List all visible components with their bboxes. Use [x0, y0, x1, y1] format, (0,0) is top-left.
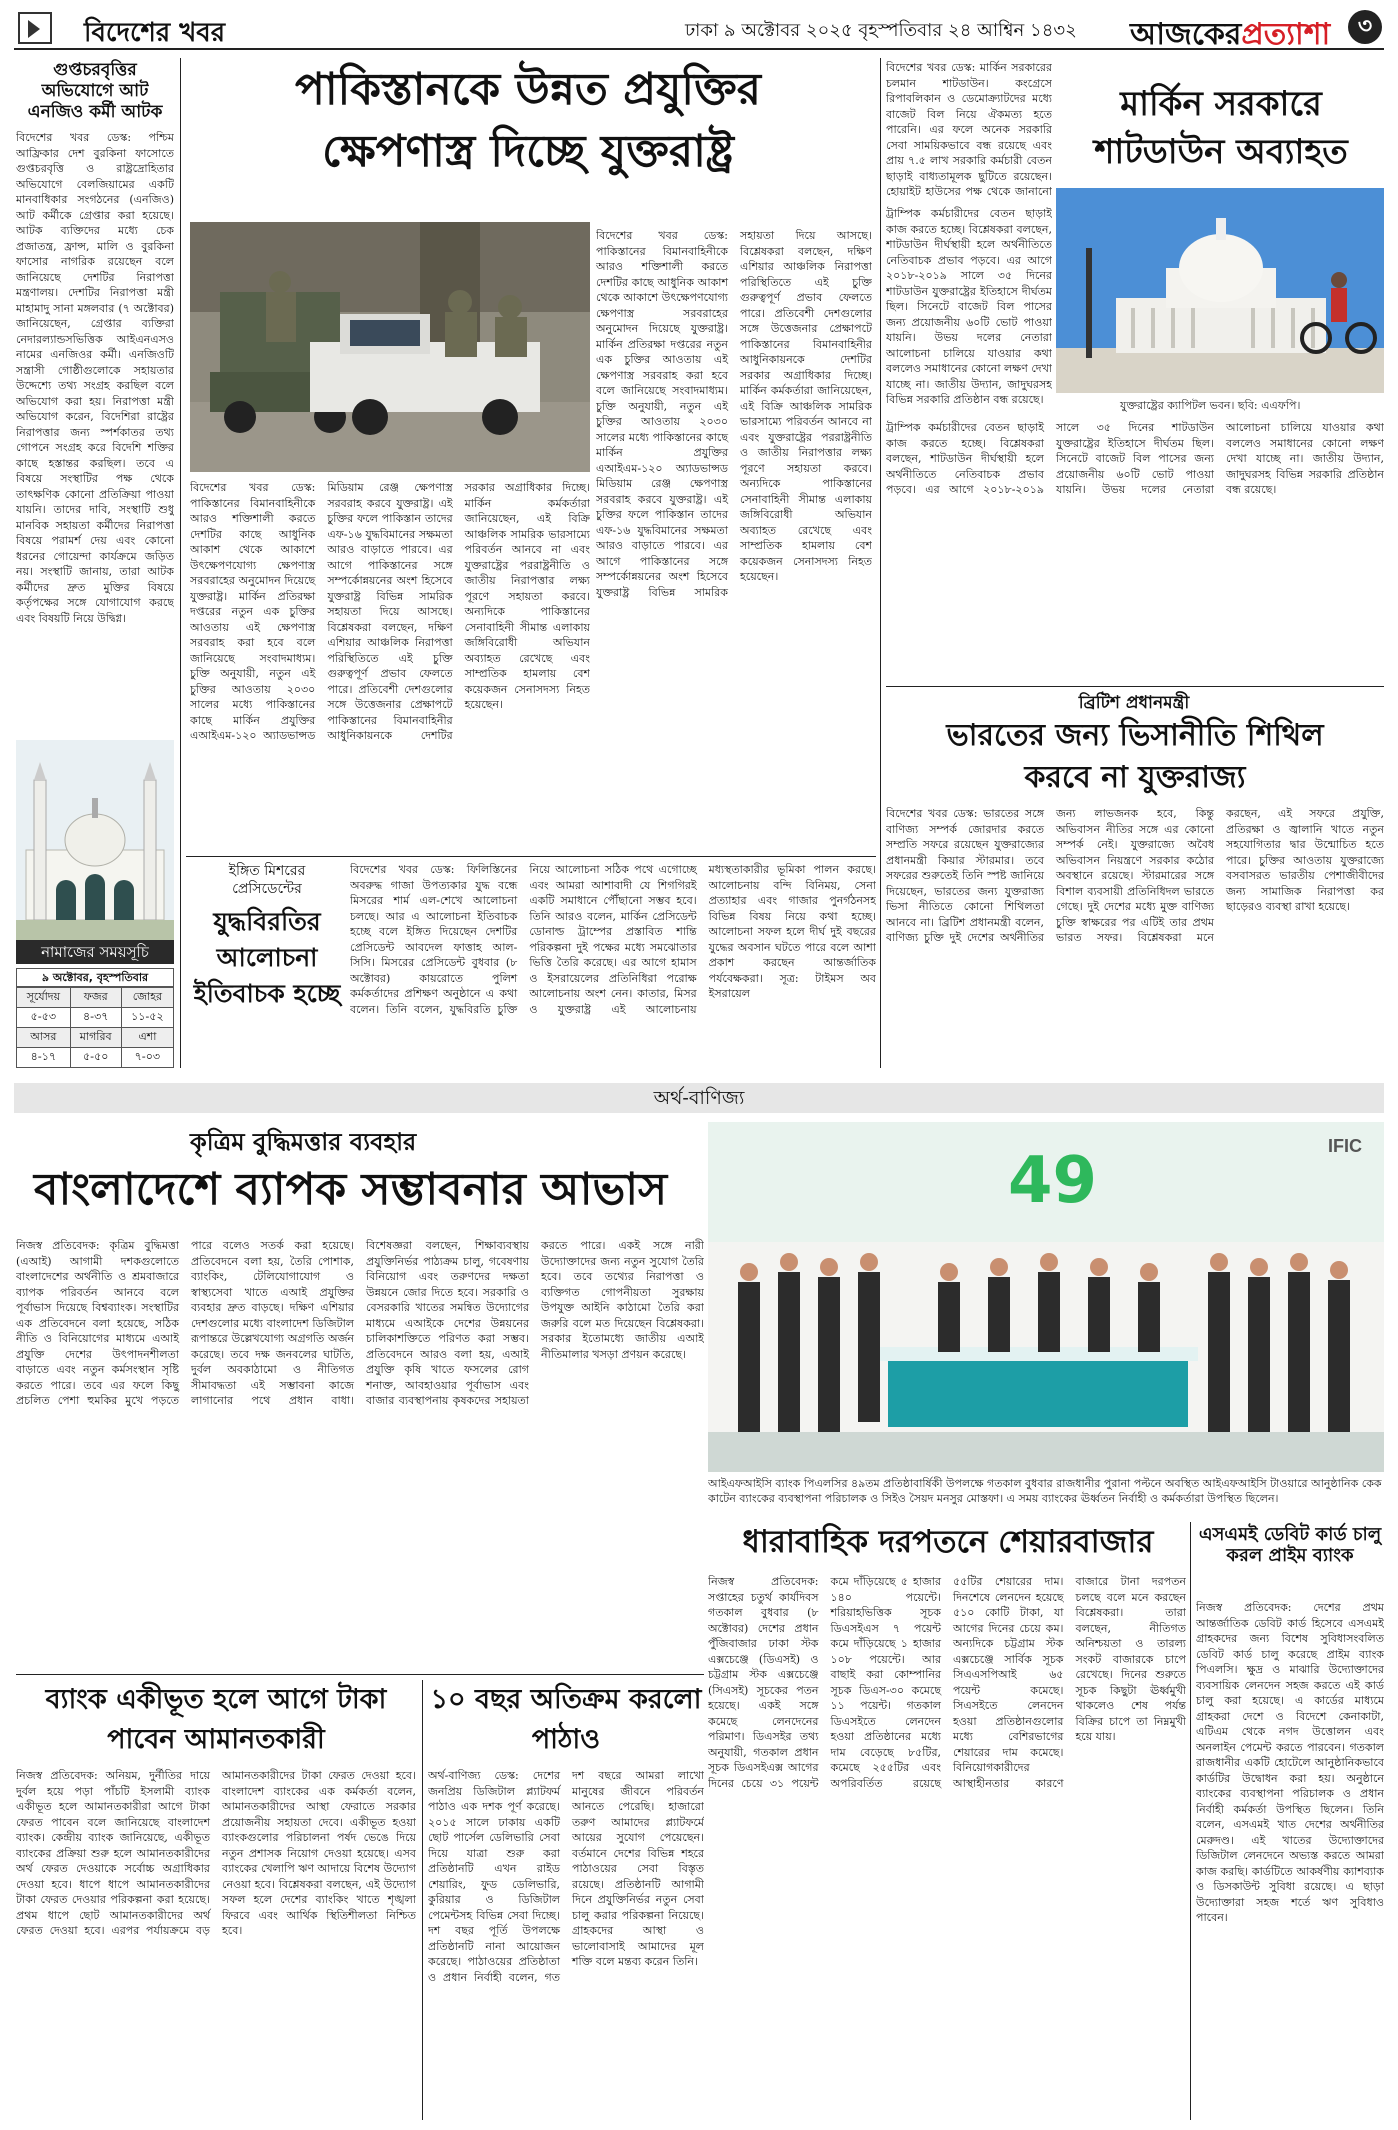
section-title: বিদেশের খবর [84, 18, 226, 48]
prayer-cell: ৪-১৭ [17, 1048, 71, 1068]
egypt-headline: যুদ্ধবিরতির আলোচনা ইতিবাচক হচ্ছে [193, 907, 341, 1008]
sme-headline: এসএমই ডেবিট কার্ড চালু করল প্রাইম ব্যাংক [1198, 1524, 1382, 1567]
ai-body: নিজস্ব প্রতিবেদক: কৃত্রিম বুদ্ধিমত্তা (এআই) আগামী দশকগুলোতে বাংলাদেশের অর্থনীতি ও শ্রমবাজারে ব্যাপক পরিবর্তন আনবে বলে পূর্বাভাস দিয়েছে বিশ্বব্যাংক। সংস্থাটির এক প্রতিবেদনে বলা হয়েছে, সঠিক নীতি ও বিনিয়োগের মাধ্যমে এআই প্রযুক্তি দেশের উৎপাদনশীলতা বাড়াতে এবং নতুন কর্মসংস্থান সৃষ্টি করতে পারে। তবে এর ফলে কিছু প্রচলিত পেশা হুমকির মুখে পড়তে পারে বলেও সতর্ক করা হয়েছে। প্রতিবেদনে বলা হয়, তৈরি পোশাক, ব্যাংকিং, টেলিযোগাযোগ ও স্বাস্থ্যসেবা খাতে এআই প্রযুক্তির ব্যবহার দ্রুত বাড়ছে। দক্ষিণ এশিয়ার দেশগুলোর মধ্যে বাংলাদেশ ডিজিটাল রূপান্তরে উল্লেখযোগ্য অগ্রগতি অর্জন করেছে। তবে দক্ষ জনবলের ঘাটতি, দুর্বল অবকাঠামো ও নীতিগত সীমাবদ্ধতা এই সম্ভাবনা কাজে লাগানোর পথে প্রধান বাধা। বিশেষজ্ঞরা বলছেন, শিক্ষাব্যবস্থায় প্রযুক্তিনির্ভর পাঠ্যক্রম চালু, গবেষণায় বিনিয়োগ এবং তরুণদের দক্ষতা উন্নয়নে জোর দিতে হবে। সরকারি ও বেসরকারি খাতের সমন্বিত উদ্যোগের মাধ্যমে এআইকে দেশের উন্নয়নের চালিকাশক্তিতে পরিণত করা সম্ভব। প্রতিবেদনে আরও বলা হয়, এআই প্রযুক্তি কৃষি খাতে ফসলের রোগ শনাক্ত, আবহাওয়ার পূর্বাভাস এবং বাজার ব্যবস্থাপনায় কৃষকদের সহায়তা করতে পারে। একই সঙ্গে নারী উদ্যোক্তাদের জন্য নতুন সুযোগ তৈরি হবে। তবে তথ্যের নিরাপত্তা ও ব্যক্তিগত গোপনীয়তা সুরক্ষায় উপযুক্ত আইনি কাঠামো তৈরি করা জরুরি বলে মত দিয়েছেন বিশ্লেষকরা। সরকার ইতোমধ্যে জাতীয় এআই নীতিমালার খসড়া প্রণয়ন করেছে। [16, 1239, 704, 1407]
prayer-cell: জোহর [121, 988, 173, 1008]
prayer-cell: ৫-৫০ [70, 1048, 121, 1068]
prayer-date: ৯ অক্টোবর, বৃহস্পতিবার [16, 968, 174, 987]
left-body: বিদেশের খবর ডেস্ক: পশ্চিম আফ্রিকার দেশ বুরকিনা ফাসোতে গুপ্তচরবৃত্তি ও রাষ্ট্রদ্রোহিতার অভিযোগে বেলজিয়ামের একটি মানবাধিকার সংগঠনের (এনজিও) আট কর্মীকে গ্রেপ্তার করা হয়েছে। আটক ব্যক্তিদের মধ্যে চেক প্রজাতন্ত্র, ফ্রান্স, মালি ও বুরকিনা ফাসোর নাগরিক রয়েছেন বলে জানিয়েছে দেশটির নিরাপত্তা মন্ত্রণালয়। দেশটির নিরাপত্তা মন্ত্রী মাহামাদু সানা মঙ্গলবার (৭ অক্টোবর) জানিয়েছেন, গ্রেপ্তার ব্যক্তিরা নেদারল্যান্ডসভিত্তিক আইএনএসও নামের এনজিওর কর্মী। এনজিওটি সন্ত্রাসী গোষ্ঠীগুলোকে সহায়তার উদ্দেশ্যে তথ্য সংগ্রহ করছিল বলে অভিযোগ করা হয়। নিরাপত্তা মন্ত্রী অভিযোগ করেন, বিদেশিরা রাষ্ট্রের নিরাপত্তার জন্য স্পর্শকাতর তথ্য গোপনে সংগ্রহ করে বিদেশি শক্তির কাছে হস্তান্তর করছিল। তবে এ বিষয়ে সংস্থাটির পক্ষ থেকে তাৎক্ষণিক কোনো প্রতিক্রিয়া পাওয়া যায়নি। তাদের দাবি, সংস্থাটি শুধু মানবিক সহায়তা কর্মীদের নিরাপত্তা বিষয়ে পরামর্শ দেয় এবং কোনো ধরনের গোয়েন্দা কার্যক্রমে জড়িত নয়। সংস্থাটি জানায়, তারা আটক কর্মীদের দ্রুত মুক্তির বিষয়ে কর্তৃপক্ষের সঙ্গে যোগাযোগ করছে এবং বিষয়টি নিয়ে উদ্বিগ্ন। [16, 131, 174, 625]
visa-kicker: ব্রিটিশ প্রধানমন্ত্রী [1078, 693, 1190, 713]
ific-logo: IFIC [1328, 1136, 1362, 1156]
stocks-body: নিজস্ব প্রতিবেদক: সপ্তাহের চতুর্থ কার্যদিবস গতকাল বুধবার (৮ অক্টোবর) দেশের প্রধান পুঁজিবাজার ঢাকা স্টক এক্সচেঞ্জে (ডিএসই) ও চট্টগ্রাম স্টক এক্সচেঞ্জে (সিএসই) সূচকের পতন হয়েছে। একই সঙ্গে কমেছে লেনদেনের পরিমাণ। ডিএসইর তথ্য অনুযায়ী, গতকাল প্রধান সূচক ডিএসইএক্স আগের দিনের চেয়ে ৩১ পয়েন্ট কমে দাঁড়িয়েছে ৫ হাজার ১৪০ পয়েন্টে। শরিয়াহভিত্তিক সূচক ডিএসইএস ৭ পয়েন্ট কমে দাঁড়িয়েছে ১ হাজার ১০৮ পয়েন্টে। আর বাছাই করা কোম্পানির সূচক ডিএস-৩০ কমেছে ১১ পয়েন্ট। গতকাল ডিএসইতে লেনদেন হওয়া প্রতিষ্ঠানের মধ্যে দাম বেড়েছে ৮৫টির, কমেছে ২৫৫টির এবং অপরিবর্তিত রয়েছে ৫৫টির শেয়ারের দাম। দিনশেষে লেনদেন হয়েছে ৫১০ কোটি টাকা, যা আগের দিনের চেয়ে কম। অন্যদিকে চট্টগ্রাম স্টক এক্সচেঞ্জে সার্বিক সূচক সিএএসপিআই ৬৫ পয়েন্ট কমেছে। সিএসইতে লেনদেন হওয়া প্রতিষ্ঠানগুলোর মধ্যে বেশিরভাগের শেয়ারের দাম কমেছে। বিনিয়োগকারীদের আস্থাহীনতার কারণে বাজারে টানা দরপতন চলছে বলে মনে করছেন বিশ্লেষকরা। তারা বলছেন, নীতিগত অনিশ্চয়তা ও তারল্য সংকট বাজারকে চাপে রেখেছে। দিনের শুরুতে সূচক কিছুটা ঊর্ধ্বমুখী থাকলেও শেষ পর্যন্ত বিক্রির চাপে তা নিম্নমুখী হয়ে যায়। [708, 1575, 1186, 1790]
story-divider [886, 686, 1384, 687]
visa-headline-line1: ভারতের জন্য ভিসানীতি শিথিল [946, 718, 1324, 753]
lead-photo [190, 222, 590, 472]
prayer-cell: ৭-০৩ [121, 1048, 173, 1068]
shutdown-body-mid: ট্রাম্পিক কর্মচারীদের বেতন ছাড়াই কাজ করতে হচ্ছে। বিশ্লেষকরা বলছেন, শাটডাউন দীর্ঘস্থায়ী হলে অর্থনীতিতে নেতিবাচক প্রভাব পড়বে। এর আগে ২০১৮-২০১৯ সালে ৩৫ দিনের শাটডাউন যুক্তরাষ্ট্রের ইতিহাসে দীর্ঘতম ছিল। সিনেটে বাজেট বিল পাসের জন্য প্রয়োজনীয় ৬০টি ভোট পাওয়া যায়নি। উভয় দলের নেতারা আলোচনা চালিয়ে যাওয়ার কথা বললেও সমাধানের কোনো লক্ষণ দেখা যাচ্ছে না। জাতীয় উদ্যান, জাদুঘরসহ বিভিন্ন সরকারি প্রতিষ্ঠান বন্ধ রয়েছে। [886, 207, 1052, 406]
column-divider [880, 58, 881, 1068]
ai-kicker: কৃত্রিম বুদ্ধিমত্তার ব্যবহার [190, 1127, 417, 1156]
lead-body-right: বিদেশের খবর ডেস্ক: পাকিস্তানের বিমানবাহিনীকে আরও শক্তিশালী করতে দেশটির কাছে আধুনিক আকাশ থেকে আকাশে উৎক্ষেপণযোগ্য ক্ষেপণাস্ত্র সরবরাহের অনুমোদন দিয়েছে যুক্তরাষ্ট্র। মার্কিন প্রতিরক্ষা দপ্তরের নতুন এক চুক্তির আওতায় এই ক্ষেপণাস্ত্র সরবরাহ করা হবে বলে জানিয়েছে সংবাদমাধ্যম। চুক্তি অনুযায়ী, নতুন এই চুক্তির আওতায় ২০৩০ সালের মধ্যে পাকিস্তানের কাছে মার্কিন প্রযুক্তির এআইএম-১২০ অ্যাডভান্সড মিডিয়াম রেঞ্জ ক্ষেপণাস্ত্র সরবরাহ করবে যুক্তরাষ্ট্র। এই চুক্তির ফলে পাকিস্তান তাদের এফ-১৬ যুদ্ধবিমানের সক্ষমতা আরও বাড়াতে পারবে। এর আগে পাকিস্তানের সঙ্গে সম্পর্কোন্নয়নের অংশ হিসেবে যুক্তরাষ্ট্র বিভিন্ন সামরিক সহায়তা দিয়ে আসছে। বিশ্লেষকরা বলছেন, দক্ষিণ এশিয়ার আঞ্চলিক নিরাপত্তা পরিস্থিতিতে এই চুক্তি গুরুত্বপূর্ণ প্রভাব ফেলতে পারে। প্রতিবেশী দেশগুলোর সঙ্গে উত্তেজনার প্রেক্ষাপটে পাকিস্তানের বিমানবাহিনীর আধুনিকায়নকে দেশটির সরকার অগ্রাধিকার দিচ্ছে। মার্কিন কর্মকর্তারা জানিয়েছেন, এই বিক্রি আঞ্চলিক সামরিক ভারসাম্যে পরিবর্তন আনবে না এবং যুক্তরাষ্ট্রের পররাষ্ট্রনীতি ও জাতীয় নিরাপত্তার লক্ষ্য পূরণে সহায়তা করবে। অন্যদিকে পাকিস্তানের সেনাবাহিনী সীমান্ত এলাকায় জঙ্গিবিরোধী অভিযান অব্যাহত রেখেছে এবং সাম্প্রতিক হামলায় বেশ কয়েকজন সেনাসদস্য নিহত হয়েছেন। [596, 229, 872, 599]
prayer-cell: এশা [121, 1028, 173, 1048]
prayer-title: নামাজের সময়সূচি [16, 940, 174, 964]
prayer-grid [16, 987, 174, 1068]
celebration-group-icon [708, 1122, 1384, 1472]
ific-anniversary-photo [708, 1122, 1384, 1472]
stocks-headline: ধারাবাহিক দরপতনে শেয়ারবাজার [742, 1524, 1154, 1560]
svg-text:49: 49 [1008, 1144, 1098, 1218]
lead-headline-line1: পাকিস্তানকে উন্নত প্রযুক্তির [295, 64, 761, 115]
visa-body: বিদেশের খবর ডেস্ক: ভারতের সঙ্গে বাণিজ্য সম্পর্ক জোরদার করতে সম্প্রতি সফরে রয়েছেন যুক্তরাজ্যের প্রধানমন্ত্রী কিয়ার স্টারমার। তবে সফরের শুরুতেই তিনি স্পষ্ট জানিয়ে দিয়েছেন, ভারতের জন্য যুক্তরাজ্য ভিসা নীতিতে কোনো শিথিলতা আনবে না। ব্রিটিশ প্রধানমন্ত্রী বলেন, বাণিজ্য চুক্তি দুই দেশের অর্থনীতির জন্য লাভজনক হবে, কিন্তু অভিবাসন নীতির সঙ্গে এর কোনো সম্পর্ক নেই। যুক্তরাজ্যে অবৈধ অভিবাসন নিয়ন্ত্রণে সরকার কঠোর অবস্থানে রয়েছে। স্টারমারের সঙ্গে বিশাল ব্যবসায়ী প্রতিনিধিদল ভারতে গেছে। দুই দেশের মধ্যে মুক্ত বাণিজ্য চুক্তি স্বাক্ষরের পর এটিই তার প্রথম ভারত সফর। বিশ্লেষকরা মনে করছেন, এই সফরে প্রযুক্তি, প্রতিরক্ষা ও জ্বালানি খাতে নতুন সহযোগিতার দ্বার উন্মোচিত হতে পারে। চুক্তির আওতায় যুক্তরাজ্যে বসবাসরত ভারতীয় পেশাজীবীদের জন্য সামাজিক নিরাপত্তা কর ছাড়েরও ব্যবস্থা রাখা হয়েছে। [886, 807, 1384, 944]
prayer-cell: ফজর [70, 988, 121, 1008]
merger-body: নিজস্ব প্রতিবেদক: অনিয়ম, দুর্নীতির দায়ে দুর্বল হয়ে পড়া পাঁচটি ইসলামী ব্যাংক একীভূত হলে আমানতকারীরা আগে টাকা ফেরত পাবেন বলে জানিয়েছে বাংলাদেশ ব্যাংক। কেন্দ্রীয় ব্যাংক জানিয়েছে, একীভূত ব্যাংকের প্রক্রিয়া শুরু হলে আমানতকারীদের অর্থ ফেরত দেওয়াকে সর্বোচ্চ অগ্রাধিকার দেওয়া হবে। ধাপে ধাপে আমানতকারীদের টাকা ফেরত দেওয়ার পরিকল্পনা করা হয়েছে। প্রথম ধাপে ছোট আমানতকারীদের অর্থ ফেরত দেওয়া হবে। এরপর পর্যায়ক্রমে বড় আমানতকারীদের টাকা ফেরত দেওয়া হবে। বাংলাদেশ ব্যাংকের এক কর্মকর্তা বলেন, আমানতকারীদের আস্থা ফেরাতে সরকার প্রয়োজনীয় সহায়তা দেবে। একীভূত হওয়া ব্যাংকগুলোর পরিচালনা পর্ষদ ভেঙে দিয়ে নতুন প্রশাসক নিয়োগ দেওয়া হয়েছে। এসব ব্যাংকের খেলাপি ঋণ আদায়ে বিশেষ উদ্যোগ নেওয়া হবে। বিশ্লেষকরা বলছেন, এই উদ্যোগ সফল হলে দেশের ব্যাংকিং খাতে শৃঙ্খলা ফিরবে এবং আর্থিক স্থিতিশীলতা নিশ্চিত হবে। [16, 1769, 416, 1937]
story-divider [186, 856, 876, 857]
lead-body-bottom: বিদেশের খবর ডেস্ক: পাকিস্তানের বিমানবাহিনীকে আরও শক্তিশালী করতে দেশটির কাছে আধুনিক আকাশ থেকে আকাশে উৎক্ষেপণযোগ্য ক্ষেপণাস্ত্র সরবরাহের অনুমোদন দিয়েছে যুক্তরাষ্ট্র। মার্কিন প্রতিরক্ষা দপ্তরের নতুন এক চুক্তির আওতায় এই ক্ষেপণাস্ত্র সরবরাহ করা হবে বলে জানিয়েছে সংবাদমাধ্যম। চুক্তি অনুযায়ী, নতুন এই চুক্তির আওতায় ২০৩০ সালের মধ্যে পাকিস্তানের কাছে মার্কিন প্রযুক্তির এআইএম-১২০ অ্যাডভান্সড মিডিয়াম রেঞ্জ ক্ষেপণাস্ত্র সরবরাহ করবে যুক্তরাষ্ট্র। এই চুক্তির ফলে পাকিস্তান তাদের এফ-১৬ যুদ্ধবিমানের সক্ষমতা আরও বাড়াতে পারবে। এর আগে পাকিস্তানের সঙ্গে সম্পর্কোন্নয়নের অংশ হিসেবে যুক্তরাষ্ট্র বিভিন্ন সামরিক সহায়তা দিয়ে আসছে। বিশ্লেষকরা বলছেন, দক্ষিণ এশিয়ার আঞ্চলিক নিরাপত্তা পরিস্থিতিতে এই চুক্তি গুরুত্বপূর্ণ প্রভাব ফেলতে পারে। প্রতিবেশী দেশগুলোর সঙ্গে উত্তেজনার প্রেক্ষাপটে পাকিস্তানের বিমানবাহিনীর আধুনিকায়নকে দেশটির সরকার অগ্রাধিকার দিচ্ছে। মার্কিন কর্মকর্তারা জানিয়েছেন, এই বিক্রি আঞ্চলিক সামরিক ভারসাম্যে পরিবর্তন আনবে না এবং যুক্তরাষ্ট্রের পররাষ্ট্রনীতি ও জাতীয় নিরাপত্তার লক্ষ্য পূরণে সহায়তা করবে। অন্যদিকে পাকিস্তানের সেনাবাহিনী সীমান্ত এলাকায় জঙ্গিবিরোধী অভিযান অব্যাহত রেখেছে এবং সাম্প্রতিক হামলায় বেশ কয়েকজন সেনাসদস্য নিহত হয়েছেন। [190, 481, 590, 742]
merger-headline: ব্যাংক একীভূত হলে আগে টাকা পাবেন আমানতকারী [45, 1684, 387, 1755]
egypt-kicker: ইঙ্গিত মিশরের প্রেসিডেন্টের [228, 863, 306, 897]
prayer-cell: ৪-৩৭ [70, 1008, 121, 1028]
shutdown-headline-line2: শাটডাউন অব্যাহত [1094, 132, 1348, 172]
column-divider [422, 1680, 423, 2120]
brand-logo [1130, 10, 1330, 61]
prayer-cell: ৫-৫৩ [17, 1008, 71, 1028]
ific-caption: আইএফআইসি ব্যাংক পিএলসির ৪৯তম প্রতিষ্ঠাবার্ষিকী উপলক্ষে গতকাল বুধবার রাজধানীর পুরানা পল্টনে অবস্থিত আইএফআইসি টাওয়ারে আনুষ্ঠানিক কেক কাটেন ব্যাংকের ব্যবস্থাপনা পরিচালক ও সিইও সৈয়দ মনসুর মোস্তফা। এ সময় ব্যাংকের ঊর্ধ্বতন নির্বাহী ও কর্মকর্তারা উপস্থিত ছিলেন। [708, 1477, 1382, 1505]
brand-prefix: আজকের [1130, 17, 1242, 52]
column-divider [1190, 1522, 1191, 2120]
page-arrow-icon [18, 12, 52, 44]
prayer-cell: আসর [17, 1028, 71, 1048]
visa-headline-line2: করবে না যুক্তরাজ্য [1024, 760, 1246, 795]
military-truck-icon [190, 222, 590, 472]
dateline: ঢাকা ৯ অক্টোবর ২০২৫ বৃহস্পতিবার ২৪ আশ্বিন ১৪৩২ [685, 20, 1077, 41]
prayer-table [16, 968, 174, 1068]
shutdown-body-bottom: ট্রাম্পিক কর্মচারীদের বেতন ছাড়াই কাজ করতে হচ্ছে। বিশ্লেষকরা বলছেন, শাটডাউন দীর্ঘস্থায়ী হলে অর্থনীতিতে নেতিবাচক প্রভাব পড়বে। এর আগে ২০১৮-২০১৯ সালে ৩৫ দিনের শাটডাউন যুক্তরাষ্ট্রের ইতিহাসে দীর্ঘতম ছিল। সিনেটে বাজেট বিল পাসের জন্য প্রয়োজনীয় ৬০টি ভোট পাওয়া যায়নি। উভয় দলের নেতারা আলোচনা চালিয়ে যাওয়ার কথা বললেও সমাধানের কোনো লক্ষণ দেখা যাচ্ছে না। জাতীয় উদ্যান, জাদুঘরসহ বিভিন্ন সরকারি প্রতিষ্ঠান বন্ধ রয়েছে। [886, 421, 1384, 496]
shutdown-body-top: বিদেশের খবর ডেস্ক: মার্কিন সরকারের চলমান শাটডাউন। কংগ্রেসে রিপাবলিকান ও ডেমোক্র্যাটদের মধ্যে বাজেট বিল নিয়ে ঐকমত্য হতে পারেনি। এর ফলে অনেক সরকারি সেবা সাময়িকভাবে বন্ধ রয়েছে এবং প্রায় ৭.৫ লাখ সরকারি কর্মচারী বেতন ছাড়াই বাধ্যতামূলক ছুটিতে রয়েছেন। হোয়াইট হাউসের পক্ষ থেকে জানানো [886, 61, 1052, 198]
story-divider [16, 1674, 704, 1675]
page-number: ৩ [1348, 10, 1382, 44]
mosque-image [16, 740, 174, 940]
capitol-building-icon [1056, 188, 1384, 393]
prayer-cell: ১১-৫২ [121, 1008, 173, 1028]
left-headline: গুপ্তচরবৃত্তির অভিযোগে আট এনজিও কর্মী আটক [27, 60, 163, 122]
pathao-headline: ১০ বছর অতিক্রম করলো পাঠাও [430, 1684, 702, 1755]
egypt-body: বিদেশের খবর ডেস্ক: ফিলিস্তিনের অবরুদ্ধ গাজা উপত্যকার যুদ্ধ বন্ধে মিসরের শার্ম এল-শেখে আলোচনা চলছে। আর এ আলোচনা ইতিবাচক হচ্ছে বলে ইঙ্গিত দিয়েছেন দেশটির প্রেসিডেন্ট আবদেল ফাত্তাহ আল-সিসি। মিসরের প্রেসিডেন্ট বুধবার (৮ অক্টোবর) কায়রোতে পুলিশ কর্মকর্তাদের প্রশিক্ষণ অনুষ্ঠানে এ কথা বলেন। তিনি বলেন, যুদ্ধবিরতি চুক্তি নিয়ে আলোচনা সঠিক পথে এগোচ্ছে এবং আমরা আশাবাদী যে শিগগিরই একটি সমাধানে পৌঁছানো সম্ভব হবে। তিনি আরও বলেন, মার্কিন প্রেসিডেন্ট ডোনাল্ড ট্রাম্পের প্রস্তাবিত শান্তি পরিকল্পনা দুই পক্ষের মধ্যে সমঝোতার ভিত্তি তৈরি করেছে। এর আগে হামাস ও ইসরায়েলের প্রতিনিধিরা পরোক্ষ আলোচনায় অংশ নেন। কাতার, মিসর ও যুক্তরাষ্ট্র এই আলোচনায় মধ্যস্থতাকারীর ভূমিকা পালন করছে। আলোচনায় বন্দি বিনিময়, সেনা প্রত্যাহার এবং গাজার পুনর্গঠনসহ বিভিন্ন বিষয় নিয়ে কথা হচ্ছে। আলোচনা সফল হলে দীর্ঘ দুই বছরের যুদ্ধের অবসান ঘটতে পারে বলে আশা প্রকাশ করছেন আন্তর্জাতিক পর্যবেক্ষকরা। সূত্র: টাইমস অব ইসরায়েল [350, 863, 876, 1016]
shutdown-headline-line1: মার্কিন সরকারে [1120, 84, 1322, 124]
capitol-photo [1056, 188, 1384, 393]
prayer-cell: সূর্যোদয় [17, 988, 71, 1008]
capitol-caption: যুক্তরাষ্ট্রের ক্যাপিটল ভবন। ছবি: এএফপি। [1120, 399, 1301, 412]
lead-headline-line2: ক্ষেপণাস্ত্র দিচ্ছে যুক্তরাষ্ট্র [322, 126, 734, 177]
sme-body: নিজস্ব প্রতিবেদক: দেশের প্রথম আন্তর্জাতিক ডেবিট কার্ড হিসেবে এসএমই গ্রাহকদের জন্য বিশেষ সুবিধাসংবলিত ডেবিট কার্ড চালু করেছে প্রাইম ব্যাংক পিএলসি। ক্ষুদ্র ও মাঝারি উদ্যোক্তাদের ব্যবসায়িক লেনদেন সহজ করতে এই কার্ড চালু করা হয়েছে। এ কার্ডের মাধ্যমে গ্রাহকরা দেশে ও বিদেশে কেনাকাটা, এটিএম থেকে নগদ উত্তোলন এবং অনলাইন পেমেন্ট করতে পারবেন। গতকাল রাজধানীর একটি হোটেলে আনুষ্ঠানিকভাবে কার্ডটির উদ্বোধন করা হয়। অনুষ্ঠানে ব্যাংকের ব্যবস্থাপনা পরিচালক ও প্রধান নির্বাহী কর্মকর্তা উপস্থিত ছিলেন। তিনি বলেন, এসএমই খাত দেশের অর্থনীতির মেরুদণ্ড। এই খাতের উদ্যোক্তাদের ডিজিটাল লেনদেনে অভ্যস্ত করতে আমরা কাজ করছি। কার্ডটিতে আকর্ষণীয় ক্যাশব্যাক ও ডিসকাউন্ট সুবিধা রয়েছে। এ ছাড়া উদ্যোক্তারা সহজ শর্তে ঋণ সুবিধাও পাবেন। [1196, 1601, 1384, 1924]
prayer-cell: মাগরিব [70, 1028, 121, 1048]
ai-headline: বাংলাদেশে ব্যাপক সম্ভাবনার আভাস [34, 1164, 668, 1215]
column-divider [180, 58, 181, 1068]
business-section-band: অর্থ-বাণিজ্য [14, 1083, 1384, 1113]
brand-name: প্রত্যাশা [1241, 17, 1331, 52]
mosque-icon [16, 740, 174, 940]
pathao-body: অর্থ-বাণিজ্য ডেস্ক: দেশের জনপ্রিয় ডিজিটাল প্ল্যাটফর্ম পাঠাও এক দশক পূর্ণ করেছে। ২০১৫ সালে ঢাকায় একটি ছোট পার্সেল ডেলিভারি সেবা দিয়ে যাত্রা শুরু করা প্রতিষ্ঠানটি এখন রাইড শেয়ারিং, ফুড ডেলিভারি, কুরিয়ার ও ডিজিটাল পেমেন্টসহ বিভিন্ন সেবা দিচ্ছে। দশ বছর পূর্তি উপলক্ষে প্রতিষ্ঠানটি নানা আয়োজন করেছে। পাঠাওয়ের প্রতিষ্ঠাতা ও প্রধান নির্বাহী বলেন, গত দশ বছরে আমরা লাখো মানুষের জীবনে পরিবর্তন আনতে পেরেছি। হাজারো তরুণ আমাদের প্ল্যাটফর্মে আয়ের সুযোগ পেয়েছেন। বর্তমানে দেশের বিভিন্ন শহরে পাঠাওয়ের সেবা বিস্তৃত রয়েছে। প্রতিষ্ঠানটি আগামী দিনে প্রযুক্তিনির্ভর নতুন সেবা চালু করার পরিকল্পনা নিয়েছে। গ্রাহকদের আস্থা ও ভালোবাসাই আমাদের মূল শক্তি বলে মন্তব্য করেন তিনি। [428, 1769, 704, 1984]
